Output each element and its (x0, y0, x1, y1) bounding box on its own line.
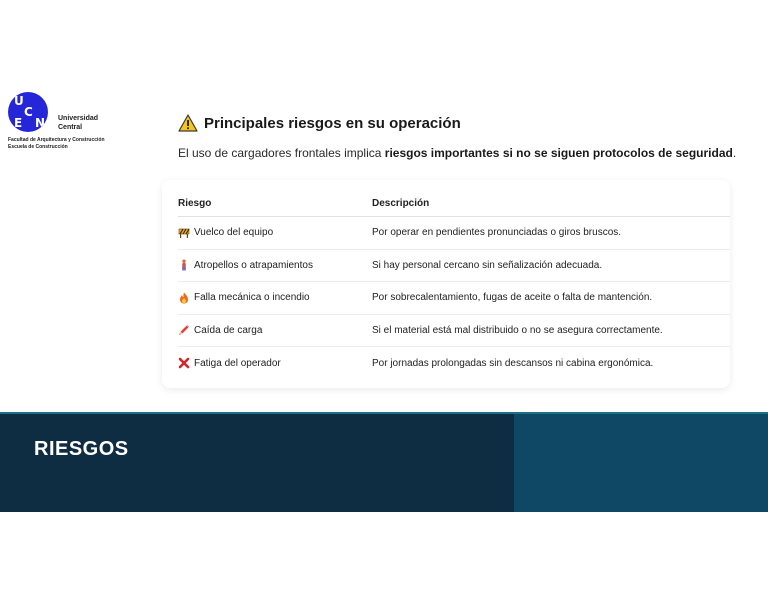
intro-text-start: El uso de cargadores frontales implica (178, 146, 385, 160)
university-logo (8, 92, 138, 150)
logo-faculty: Facultad de Arquitectura y Construcción (8, 137, 105, 143)
header-description: Descripción (372, 197, 430, 209)
table-row (178, 250, 730, 283)
table-header (178, 190, 730, 217)
logo-name-line2: Central (58, 124, 83, 131)
warning-icon (178, 114, 198, 132)
logo-emblem (8, 92, 48, 132)
table-row (178, 217, 730, 250)
risk-cell (178, 259, 372, 271)
risk-cell (178, 324, 372, 336)
section-heading (178, 114, 461, 132)
logo-subtitle (8, 137, 138, 150)
risk-cell (178, 292, 372, 304)
intro-paragraph (178, 146, 736, 160)
banner-right-panel (514, 412, 768, 512)
table-row (178, 282, 730, 315)
banner-title: RIESGOS (34, 438, 129, 460)
risk-cell (178, 357, 372, 369)
pencil-icon (178, 324, 190, 336)
risk-name: Atropellos o atrapamientos (194, 259, 313, 271)
barrier-icon (178, 227, 190, 239)
table-row (178, 315, 730, 348)
risk-table (178, 190, 730, 380)
risk-description: Por jornadas prolongadas sin descansos ni cabina ergonómica. (372, 357, 654, 369)
risk-name: Vuelco del equipo (194, 227, 274, 239)
logo-letter-u: U (14, 94, 24, 108)
logo-name-line1: Universidad (58, 115, 99, 122)
logo-letter-e: E (14, 116, 23, 130)
intro-text-bold: riesgos importantes si no se siguen protocolos de seguridad (384, 146, 733, 160)
risk-description: Si el material está mal distribuido o no se asegura correctamente. (372, 324, 663, 336)
banner-left-panel (0, 412, 514, 512)
risk-description: Por operar en pendientes pronunciadas o giros bruscos. (372, 227, 622, 239)
risk-description: Si hay personal cercano sin señalización adecuada. (372, 259, 603, 271)
logo-university-name (58, 114, 98, 132)
logo-letter-c: C (24, 105, 33, 119)
risk-cell (178, 227, 372, 239)
risk-name: Caída de carga (194, 324, 263, 336)
logo-letter-n: N (35, 116, 46, 130)
risk-name: Falla mecánica o incendio (194, 292, 310, 304)
table-row (178, 347, 730, 380)
logo-school: Escuela de Construcción (8, 143, 68, 150)
header-risk: Riesgo (178, 197, 212, 209)
risk-description: Por sobrecalentamiento, fugas de aceite o falta de mantención. (372, 292, 653, 304)
banner-top-line (0, 412, 768, 414)
intro-text-end: . (732, 146, 737, 160)
fire-icon (178, 292, 190, 304)
person-icon (178, 259, 190, 271)
risk-name: Fatiga del operador (194, 357, 281, 369)
page-title: Principales riesgos en su operación (204, 114, 461, 132)
cross-mark-icon (178, 357, 190, 369)
risk-table-card (162, 180, 730, 388)
